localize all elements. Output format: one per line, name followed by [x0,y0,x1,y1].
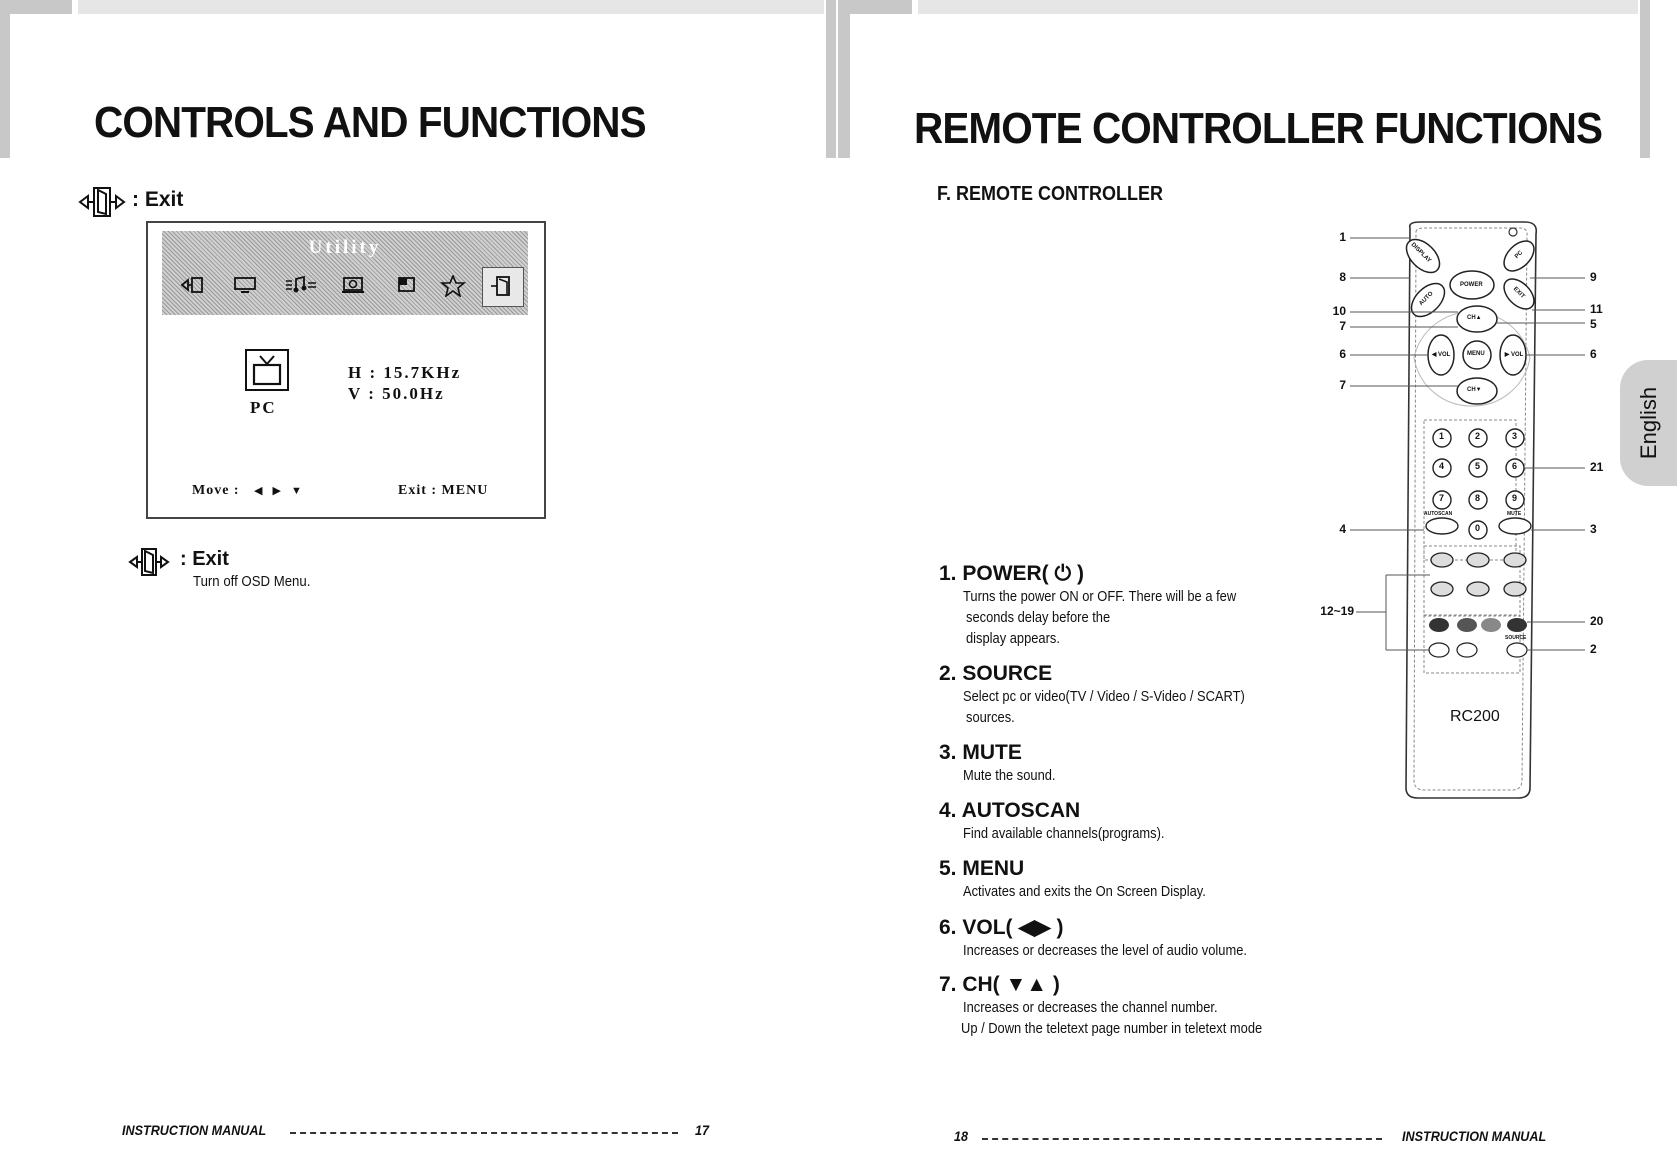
side-bar-right [1640,0,1650,158]
ch-up-button[interactable]: CH▲ [1467,315,1482,321]
item-title: 5. MENU [939,857,1025,880]
menu-button[interactable]: MENU [1467,351,1485,357]
side-bar-mid-right [838,0,850,158]
source-button[interactable]: SOURCE [1505,635,1527,641]
callout-left: 7 [1339,378,1346,392]
callout-right: 20 [1590,614,1604,628]
number-0-button[interactable]: 0 [1475,523,1481,533]
osd-move-arrows [254,484,312,497]
number-1-button[interactable]: 1 [1439,431,1445,441]
item-title: 1. POWER( ⏻ ) [939,562,1084,585]
language-tab[interactable] [1620,360,1677,486]
osd-h-frequency: H : 15.7KHz [348,363,462,382]
callout-left: 12~19 [1320,604,1354,618]
callout-right: 2 [1590,642,1597,656]
item-desc-line: Select pc or video(TV / Video / S-Video / SCART) [963,688,1245,705]
item-title: 3. MUTE [939,741,1022,764]
item-desc-line: Mute the sound. [963,767,1056,784]
arrow-left-icon: ◀ [254,485,273,497]
callout-right: 21 [1590,460,1604,474]
number-6-button[interactable]: 6 [1512,461,1518,471]
number-5-button[interactable]: 5 [1475,461,1481,471]
exit-item-label: : Exit [180,548,229,570]
vol-left-button[interactable]: ◀ VOL [1431,352,1451,358]
number-2-button[interactable]: 2 [1475,431,1481,441]
item-desc-line: Find available channels(programs). [963,825,1165,842]
item-autoscan [939,799,1197,844]
sound-icon [284,275,310,300]
item-desc-line: Turns the power ON or OFF. There will be a few [963,588,1237,605]
item-title: 6. VOL( ◀▶ ) [939,916,1064,939]
remote-controller-diagram [1320,220,1620,810]
item-title: 4. AUTOSCAN [939,799,1081,822]
autoscan-button[interactable]: AUTOSCAN [1424,511,1453,517]
osd-v-frequency: V : 50.0Hz [348,384,445,403]
callout-left: 8 [1339,270,1346,284]
side-bar-mid-left [826,0,836,158]
display-button[interactable]: DISPLAY [1409,241,1432,265]
section-subtitle: F. REMOTE CONTROLLER [937,183,1163,205]
page-title-right: REMOTE CONTROLLER FUNCTIONS [914,104,1603,153]
exit-door-icon [78,184,126,220]
contrast-icon [394,275,420,300]
item-desc-line: seconds delay before the [966,609,1111,626]
callout-right: 9 [1590,270,1597,284]
item-mute [939,741,1071,786]
exit-heading: : Exit [132,188,184,211]
osd-source-label: PC [250,398,277,417]
exit-item-icon [128,546,170,578]
osd-utility-menu [146,221,546,519]
osd-header [162,231,528,315]
arrow-right-icon: ▶ [272,485,291,497]
tv-icon [244,348,290,392]
picture-icon [340,275,366,300]
top-bar-left [78,0,824,14]
item-title: 7. CH( ▼▲ ) [939,973,1060,996]
top-bar-left-corner [0,0,72,14]
callout-right: 5 [1590,317,1597,331]
number-8-button[interactable]: 8 [1475,493,1481,503]
item-desc-line: Up / Down the teletext page number in teletext mode [961,1020,1263,1037]
monitor-icon [232,275,258,300]
power-button[interactable]: POWER [1460,282,1483,288]
callout-left: 6 [1339,347,1346,361]
item-desc-line: sources. [966,709,1015,726]
exit-button[interactable]: EXIT [1511,286,1526,300]
ch-down-button[interactable]: CH▼ [1467,387,1482,393]
arrow-down-icon: ▼ [290,485,312,497]
auto-button[interactable]: AUTO [1418,290,1435,308]
exit-icon [489,275,515,302]
osd-exit-menu-label: Exit : MENU [398,483,489,498]
mute-button[interactable]: MUTE [1507,511,1522,517]
footer-right-dash [982,1138,1382,1140]
item-power [939,562,1281,649]
language-tab-label: English [1635,386,1661,460]
callout-left: 10 [1332,304,1346,318]
callout-left: 7 [1339,319,1346,333]
footer-left-text: INSTRUCTION MANUAL [122,1122,267,1138]
callout-right: 3 [1590,522,1597,536]
number-9-button[interactable]: 9 [1512,493,1518,503]
callout-right: 11 [1590,302,1603,316]
item-desc-line: Increases or decreases the level of audio volume. [963,942,1247,959]
top-bar-right [918,0,1638,14]
page-title-left: CONTROLS AND FUNCTIONS [94,98,646,147]
side-bar-left [0,0,10,158]
callout-right: 6 [1590,347,1597,361]
item-desc-line: Activates and exits the On Screen Display. [963,883,1206,900]
osd-move-label: Move : [192,483,240,498]
number-7-button[interactable]: 7 [1439,493,1445,503]
callout-left: 4 [1339,522,1346,536]
item-menu [939,857,1245,902]
footer-left-page: 17 [695,1122,710,1138]
item-desc-line: display appears. [966,630,1060,647]
item-desc-line: Increases or decreases the channel number. [963,999,1218,1016]
callout-left: 1 [1339,230,1346,244]
item-title: 2. SOURCE [939,662,1053,685]
item-ch [939,973,1311,1039]
footer-left-dash [290,1132,678,1134]
number-3-button[interactable]: 3 [1512,431,1518,441]
remote-model-label: RC200 [1450,708,1500,725]
exit-door-icon [180,275,206,300]
footer-right-page: 18 [954,1128,969,1144]
star-icon [440,275,466,302]
number-4-button[interactable]: 4 [1439,461,1445,471]
item-vol [939,915,1293,961]
exit-item-desc: Turn off OSD Menu. [193,573,311,590]
pc-button[interactable]: PC [1514,249,1525,261]
osd-title: Utility [308,237,382,258]
vol-right-button[interactable]: ▶ VOL [1504,352,1524,358]
footer-right-text: INSTRUCTION MANUAL [1402,1128,1547,1144]
item-source [939,662,1291,728]
